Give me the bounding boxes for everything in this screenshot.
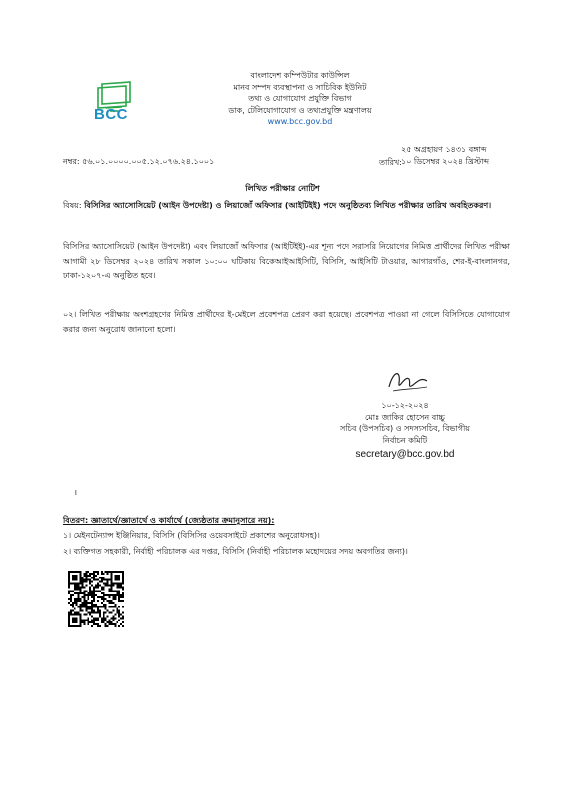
date-bangla: ২৫ অগ্রহায়ণ ১৪৩১ বঙ্গাব্দ — [401, 145, 487, 154]
subject-label: বিষয়: — [63, 201, 82, 210]
signatory-block — [340, 400, 470, 462]
ministry-name: ডাক, টেলিযোগাযোগ ও তথ্যপ্রযুক্তি মন্ত্রণালয় — [228, 105, 372, 115]
date-block — [401, 144, 489, 168]
signatory-email[interactable]: secretary@bcc.gov.bd — [355, 449, 455, 460]
website-link[interactable]: www.bcc.gov.bd — [267, 117, 333, 126]
org-name: বাংলাদেশ কম্পিউটার কাউন্সিল — [250, 71, 350, 80]
signature-icon — [383, 365, 433, 400]
date-label: তারিখ: — [379, 158, 402, 167]
logo-text: BCC — [94, 106, 128, 123]
division-name: তথ্য ও যোগাযোগ প্রযুক্তি বিভাগ — [248, 94, 352, 103]
date-gregorian: ১০ ডিসেম্বর ২০২৪ খ্রিস্টাব্দ — [401, 157, 490, 166]
signatory-designation: সচিব (উপসচিব) ও সদস্যসচিব, বিভাগীয় — [340, 424, 470, 433]
subject — [63, 200, 513, 213]
signatory-committee: নির্বাচন কমিটি — [382, 435, 428, 445]
distribution-title-text: বিতরণ: জ্ঞাতার্থে/জ্ঞাতার্থে ও কার্যার্থে (জ্যেষ্ঠতার ক্রমানুসারে নয়): — [63, 516, 275, 525]
notice-title: লিখিত পরীক্ষার নোটিশ — [245, 184, 320, 193]
qr-code-icon — [68, 571, 124, 627]
stray-mark: । — [74, 488, 78, 497]
body-paragraph-2: ০২। লিখিত পরীক্ষায় অংশগ্রহণের নিমিত্ত প্রার্থীদের ই-মেইলে প্রবেশপত্র প্রেরণ করা হয়েছে। প্রবেশপত্র পাওয়া না গেলে বিসিসিতে যোগাযোগ করার জন্য অনুরোধ জানানো হলো। — [63, 310, 510, 334]
letterhead — [215, 70, 385, 128]
distribution-title — [63, 515, 274, 528]
unit-name: মানব সম্পদ ব্যবস্থাপনা ও সাচিবিক ইউনিট — [233, 82, 367, 92]
body-paragraph-1: বিসিসির অ্যাসোসিয়েট (আইন উপদেষ্টা) এবং লিয়াজোঁ অফিসার (আইটিইই)-এর শূন্য পদে সরাসরি নিয়োগের নিমিত্ত প্রার্থীদের লিখিত পরীক্ষা আগামী ২৮ ডিসেম্বর ২০২৪ তারিখ সকাল ১০:০০ ঘটিকায় বিকেআইআইসিটি, বিসিসি, আইসিটি টাওয়ার, আগারগাঁও, শের-ই-বাংলানগর, ঢাকা-১২০৭-এ অনুষ্ঠিত হবে। — [63, 242, 510, 280]
signature-date: ১০-১২-২০২৪ — [381, 401, 429, 410]
signatory-name: মোঃ জাকির হোসেন বাচ্চু — [365, 412, 445, 422]
reference-number: নম্বর: ৫৬.০১.০০০০.০০৫.১২.০৭৬.২৪.১০০১ — [63, 157, 215, 166]
distribution-item: ২। ব্যক্তিগত সহকারী, নির্বাহী পরিচালক এর দপ্তর, বিসিসি (নির্বাহী পরিচালক মহোদয়ের সদয় অবগতির জন্য)। — [63, 547, 408, 556]
subject-text: বিসিসির অ্যাসোসিয়েট (আইন উপদেষ্টা) ও লিয়াজোঁ অফিসার (আইটিইই) পদে অনুষ্ঠিতব্য লিখিত পরীক্ষার তারিখ অবহিতকরণ। — [84, 201, 492, 210]
distribution-item: ১। মেইনটেন্যান্স ইঞ্জিনিয়ার, বিসিসি (বিসিসির ওয়েবসাইটে প্রকাশের অনুরোধসহ)। — [63, 531, 320, 540]
